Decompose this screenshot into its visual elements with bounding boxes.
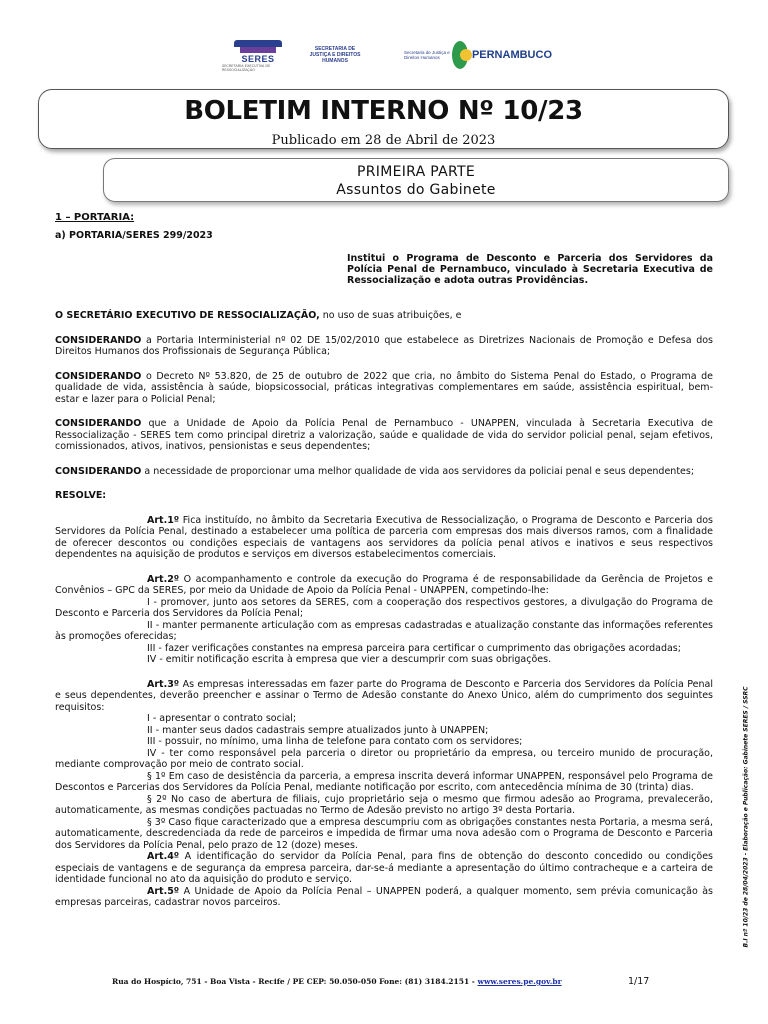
article-1-text: Fica instituído, no âmbito da Secretaria Executiva de Ressocialização, o Programa de Desconto e Parceria dos Servidores da Polícia Penal, destinado a estabelecer uma política de parceria com empresas dos mais diversos ramos, com a finalidade de oferecer descontos ou condições especiais de vantagens aos servidores da polícia penal ativos e inativos e seus respectivos dependentes na aquisição de produtos e serviços em diversos estabelecimentos comerciais. [55,514,713,560]
part-box [103,158,729,202]
article-3-text: As empresas interessadas em fazer parte do Programa de Desconto e Parceria dos Servidores da Polícia Penal e seus dependentes, deverão preencher e assinar o Termo de Adesão constante do Anexo Único, além do cumprimento dos seguintes requisitos: [55,678,713,713]
page-number: 1/17 [628,976,650,987]
sjdh-small-logo [404,38,452,72]
considerando-1-text: a Portaria Interministerial nº 02 DE 15/02/2010 que estabelece as Diretrizes Nacionais de Promoção e Defesa dos Direitos Humanos dos Profissionais de Segurança Pública; [55,334,713,357]
article-1 [55,515,713,561]
sjdh-logo-text: SECRETARIA DE JUSTIÇA E DIREITOS HUMANOS [309,46,361,64]
article-4-text: A identificação do servidor da Polícia Penal, para fins de obtenção do desconto concedido ou condições especiais de vantagens e de segurança da empresa parceira, dar-se-á mediante a apresentação do último contracheque e a carteira de identidade funcional no ato da aquisição do produto e serviço. [55,851,713,885]
considerando-4 [55,466,713,478]
resolve-label: RESOLVE: [55,490,107,501]
considerando-3-text: que a Unidade de Apoio da Polícia Penal de Pernambuco - UNAPPEN, vinculada à Secretaria Executiva de Ressocialização - SERES tem como principal diretriz a valorização, saúde e qualidade de vida do servidor policial penal, sejam efetivos, comissionados, ativos, inativos, pensionistas e seus dependentes; [55,418,713,452]
sjdh-small-logo-text: Secretaria de Justiça e Direitos Humanos [404,49,450,60]
seres-logo-text: SERES [241,54,275,64]
intro-rest: no uso de suas atribuições, e [319,310,462,321]
footer-address [112,977,672,986]
header-logos [0,38,768,78]
article-4 [55,851,713,886]
section-heading: 1 – PORTARIA: [55,212,135,223]
considerando-4-text: a necessidade de proporcionar uma melhor qualidade de vida aos servidores da policiai penal e seus dependentes; [141,465,695,477]
sjdh-logo [306,38,372,72]
pernambuco-logo [452,38,552,72]
article-3 [55,679,713,714]
part-title: PRIMEIRA PARTE [357,164,475,180]
article-5-label: Art.5º [147,885,180,897]
title-box [38,89,729,149]
considerando-label: CONSIDERANDO [55,334,142,346]
seres-logo [222,38,294,72]
article-2-text: O acompanhamento e controle da execução do Programa é de responsabilidade da Gerência de Projetos e Convênios – GPC da SERES, por meio da Unidade de Apoio da Polícia Penal - UNAPPEN, competindo-lhe: [55,573,713,596]
article-3-paragraph-1: § 1º Em caso de desistência da parceria, a empresa inscrita deverá informar UNAPPEN, responsável pelo Programa de Descontos e Parcerias dos Servidores da Polícia Penal, mediante notificação por escrito, com antecedência mínima de 30 (trinta) dias. [55,770,713,793]
considerando-3 [55,418,713,453]
footer-website-link[interactable]: www.seres.pe.gov.br [477,977,562,986]
article-3-paragraph-2: § 2º No caso de abertura de filiais, cujo proprietário seja o mesmo que firmou adesão ao Programa, prevalecerão, automaticamente, as mesmas condições pactuadas no Termo de Adesão previsto no artigo 3º desta Portaria. [55,793,713,816]
article-2-item-iii: III - fazer verificações constantes na empresa parceira para certificar o cumprimento das obrigações acordadas; [147,642,681,654]
article-2-item-iv: IV - emitir notificação escrita à empresa que vier a descumprir com suas obrigações. [147,654,552,665]
publication-date: Publicado em 28 de Abril de 2023 [271,133,496,148]
seres-logo-subtext: SECRETARIA EXECUTIVA DE RESSOCIALIZAÇÃO [222,64,271,72]
article-2 [55,574,713,597]
intro-bold: O SECRETÁRIO EXECUTIVO DE RESSOCIALIZAÇÃO, [55,310,320,321]
pernambuco-logo-text: PERNAMBUCO [471,49,552,61]
article-3-item-iv: IV - ter como responsável pela parceria o diretor ou proprietário da empresa, ou terceiro munido de procuração, mediante comprovação por meio de contrato social. [55,747,713,770]
article-5-text: A Unidade de Apoio da Polícia Penal – UNAPPEN poderá, a qualquer momento, sem prévia comunicação às empresas parceiras, cadastrar novos parceiros. [55,885,713,908]
article-2-item-i: I - promover, junto aos setores da SERES, com a cooperação dos respectivos gestores, a divulgação do Programa de Desconto e Parceria dos Servidores da Polícia Penal; [55,596,713,619]
section-subheading: a) PORTARIA/SERES 299/2023 [55,229,213,241]
considerando-1 [55,335,713,358]
article-3-item-i: I - apresentar o contrato social; [147,713,297,724]
side-note-text: B.I nº 10/23 de 28/04/2023 - Elaboração e Publicação: Gabinete SERES / SSRC [742,686,750,948]
article-1-label: Art.1º [147,514,180,526]
intro-paragraph [55,310,713,322]
document-body [55,208,713,909]
article-2-item-ii: II - manter permanente articulação com as empresas cadastradas e atualização constante das informações referentes às promoções oferecidas; [55,619,713,642]
article-4-label: Art.4º [147,851,180,862]
considerando-label: CONSIDERANDO [55,465,142,477]
ementa: Institui o Programa de Desconto e Parceria dos Servidores da Polícia Penal de Pernambuco, vinculado à Secretaria Executiva de Ressocialização e adota outras Providências. [347,253,713,286]
side-note [736,686,750,950]
article-3-label: Art.3º [147,678,180,690]
article-3-item-ii: II - manter seus dados cadastrais sempre atualizados junto à UNAPPEN; [147,724,489,736]
considerando-2-text: o Decreto Nº 53.820, de 25 de outubro de 2022 que cria, no âmbito do Sistema Penal do Estado, o Programa de qualidade de vida, assistência à saúde, biopsicossocial, práticas integrativas complementares em saúde, assistência espiritual, bem-estar e lazer para o Policial Penal; [55,370,713,405]
article-3-paragraph-3: § 3º Caso fique caracterizado que a empresa descumpriu com as obrigações constantes nesta Portaria, a mesma será, automaticamente, descredenciada da rede de parceiros e impedida de firmar uma nova adesão com o Programa de Desconto e Parceria dos Servidores da Polícia Penal, pelo prazo de 12 (doze) meses. [55,816,713,851]
bulletin-title: BOLETIM INTERNO Nº 10/23 [184,96,583,126]
part-subtitle: Assuntos do Gabinete [336,182,496,198]
article-2-label: Art.2º [147,573,180,585]
article-5 [55,886,713,909]
considerando-2 [55,371,713,406]
considerando-label: CONSIDERANDO [55,370,142,382]
resolve-heading [55,490,713,502]
seres-emblem-icon [228,38,288,54]
state-emblem-icon [452,41,468,69]
footer-address-text: Rua do Hospício, 751 - Boa Vista - Recife / PE CEP: 50.050-050 Fone: (81) 3184.2151 - [112,977,478,986]
considerando-label: CONSIDERANDO [55,418,142,429]
article-3-item-iii: III - possuir, no mínimo, uma linha de telefone para contato com os servidores; [147,736,523,747]
